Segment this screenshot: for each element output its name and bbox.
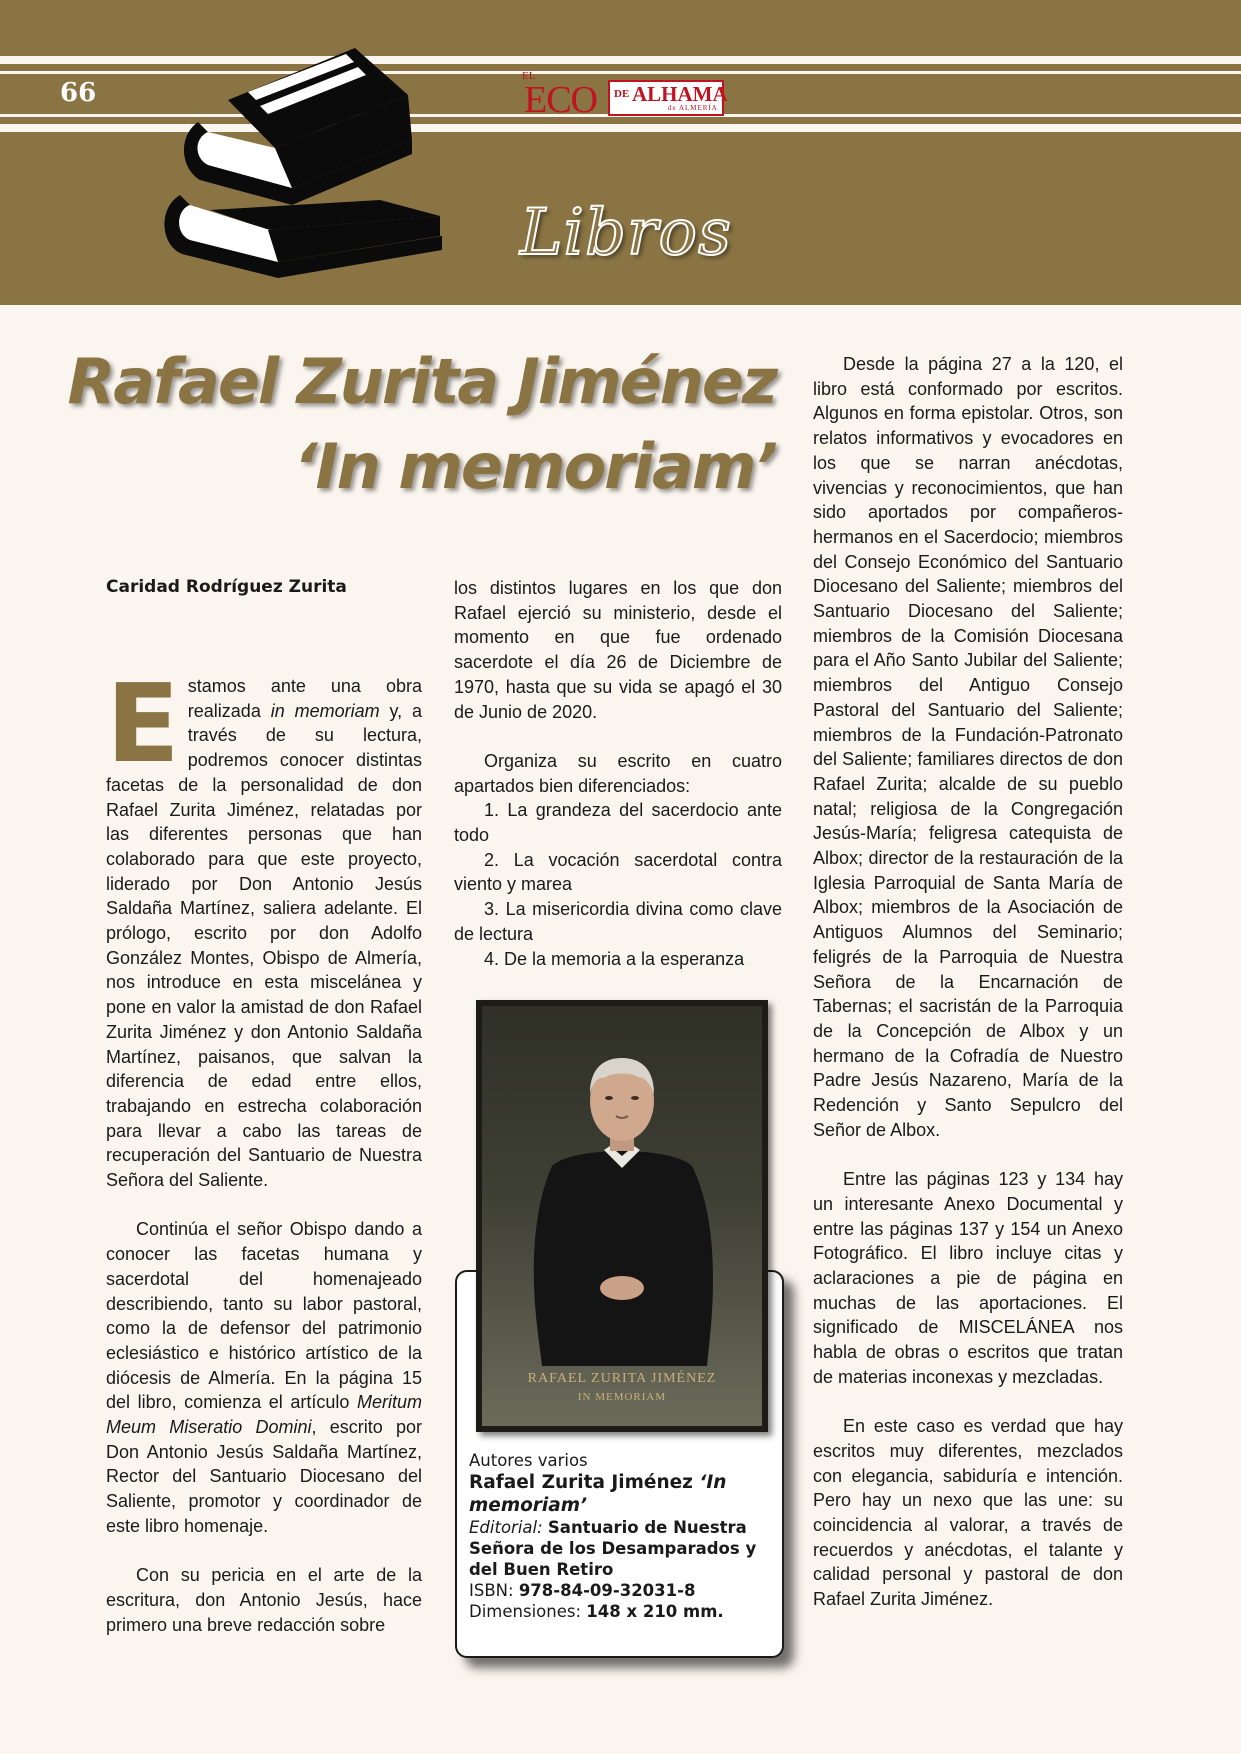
text-span: y, a través de su lectura, podremos conocer distintas facetas de la personalidad de don Rafael Zurita Jiménez, relatadas por las diferentes personas que han colaborado para que este proyecto, liderado por Don Antonio Jesús Saldaña Martínez, saliera adelante. El prólogo, escrito por don Adolfo González Montes, Obispo de Almería, nos introduce en esta miscelánea y pone en valor la amistad de don Rafael Zurita Jiménez y don Antonio Saldaña Martínez, paisanos, que salvan la diferencia de edad entre ellos, trabajando en estrecha colaboración para llevar a cabo las tareas de recuperación del Santuario de Nuestra Señora del Saliente. <box>106 700 422 1191</box>
logo-almeria: de ALMERÍA <box>668 104 718 112</box>
books-icon <box>150 40 450 280</box>
dimensions-value: 148 x 210 mm. <box>586 1602 724 1621</box>
book-dimensions <box>469 1601 769 1622</box>
editorial-value: Santuario de Nuestra Señora de los Desamparados y del Buen Retiro <box>469 1518 757 1579</box>
paragraph: Organiza su escrito en cuatro apartados bien diferenciados: <box>454 750 782 796</box>
section-title: Libros <box>520 196 732 270</box>
book-authors: Autores varios <box>469 1451 588 1470</box>
list-item: 2. La vocación sacerdotal contra viento y marea <box>454 849 782 895</box>
editorial-label: Editorial: <box>469 1518 548 1537</box>
page-number: 66 <box>60 78 97 108</box>
paragraph: Desde la página 27 a la 120, el libro está conformado por escritos. Algunos en forma epistolar. Otros, son relatos informativos y evocadores en los que se narran anécdotas, vivencias y reconocimientos, que han sido aportados por compañeros-hermanos en el Sacerdocio; miembros del Consejo Económico del Santuario Diocesano del Saliente; miembros del Santuario Diocesano del Saliente; miembros de la Comisión Diocesana para el Año Santo Jubilar del Saliente; miembros del Antiguo Consejo Pastoral del Santuario del Saliente; miembros de la Fundación-Patronato del Saliente; familiares directos de don Rafael Zurita; alcalde de su pueblo natal; religiosa de la Congregación Jesús-María; feligresa catequista de Albox; director de la restauración de la Iglesia Parroquial de Santa María de Albox; miembros de la Asociación de Antiguos Alumnos del Seminario; feligrés de la Parroquia de Nuestra Señora de la Encarnación de Tabernas; el sacristán de la Parroquia de la Concepción de Albox y un hermano de la Cofradía de Nuestro Padre Jesús Nazareno, María de la Redención y Santo Sepulcro del Señor de Albox. <box>813 354 1123 1140</box>
paragraph <box>106 662 422 1193</box>
text-column-2 <box>454 576 782 971</box>
cover-subtitle: IN MEMORIAM <box>577 1391 667 1403</box>
logo-alhama: ALHAMA <box>632 82 728 106</box>
author-byline: Caridad Rodríguez Zurita <box>106 577 347 597</box>
book-title <box>469 1471 769 1517</box>
book-editorial <box>469 1517 769 1580</box>
book-cover <box>482 1006 762 1426</box>
drop-cap: E <box>106 662 180 787</box>
logo-de: DE <box>614 88 630 100</box>
article-title-line1: Rafael Zurita Jiménez <box>67 345 776 418</box>
book-title-em: ‘In memoriam’ <box>469 1472 727 1516</box>
logo-el: EL <box>522 70 536 82</box>
logo-box <box>608 80 728 116</box>
logo-eco: ECO <box>524 79 597 121</box>
emphasis: Meritum Meum Miseratio Domini <box>106 1392 422 1438</box>
isbn-label: ISBN: <box>469 1581 519 1600</box>
book-isbn <box>469 1580 769 1601</box>
text-column-1 <box>106 662 422 1637</box>
list-item: 1. La grandeza del sacerdocio ante todo <box>454 800 782 846</box>
article-title-line2: ‘In memoriam’ <box>293 430 776 503</box>
text-column-3 <box>813 352 1123 1612</box>
emphasis: in memoriam <box>270 700 380 721</box>
list-item: 4. De la memoria a la esperanza <box>484 948 745 969</box>
book-details <box>469 1450 769 1622</box>
paragraph: los distintos lugares en los que don Rafael ejerció su ministerio, desde el momento en que fue ordenado sacerdote el día 26 de Diciembre de 1970, hasta que su vida se apagó el 30 de Junio de 2020. <box>454 578 782 722</box>
book-title-text: Rafael Zurita Jiménez <box>469 1472 700 1493</box>
magazine-logo <box>520 70 728 122</box>
list-item: 3. La misericordia divina como clave de lectura <box>454 899 782 944</box>
book-cover-image <box>476 1000 768 1432</box>
paragraph <box>106 1217 422 1538</box>
text-span: , escrito por Don Antonio Jesús Saldaña Martínez, Rector del Santuario Diocesano del Saliente, promotor y coordinador de este libro homenaje. <box>106 1417 422 1536</box>
paragraph: Con su pericia en el arte de la escritura, don Antonio Jesús, hace primero una breve redacción sobre <box>106 1565 422 1635</box>
isbn-value: 978-84-09-32031-8 <box>518 1581 696 1600</box>
priest-portrait <box>482 1006 762 1426</box>
cover-name: RAFAEL ZURITA JIMÉNEZ <box>527 1371 717 1386</box>
dimensions-label: Dimensiones: <box>469 1602 587 1621</box>
paragraph: Entre las páginas 123 y 134 hay un interesante Anexo Documental y entre las páginas 137 y 154 un Anexo Fotográfico. El libro incluye citas y aclaraciones a pie de página en muchas de las aportaciones. El significado de MISCELÁNEA nos habla de obras o escritos que tratan de materias inconexas y mezcladas. <box>813 1169 1123 1387</box>
text-span: Continúa el señor Obispo dando a conocer las facetas humana y sacerdotal del homenajeado describiendo, tanto su labor pastoral, como la de defensor del patrimonio eclesiástico e histórico artístico de la diócesis de Almería. En la página 15 del libro, comienza el artículo <box>106 1219 422 1413</box>
paragraph: En este caso es verdad que hay escritos muy diferentes, mezclados con elegancia, sabiduría e intención. Pero hay un nexo que las une: su coincidencia al valorar, a través de recuerdos y anécdotas, el talante y calidad personal y pastoral de don Rafael Zurita Jiménez. <box>813 1416 1123 1610</box>
text-span: stamos ante una obra realizada <box>187 676 422 721</box>
